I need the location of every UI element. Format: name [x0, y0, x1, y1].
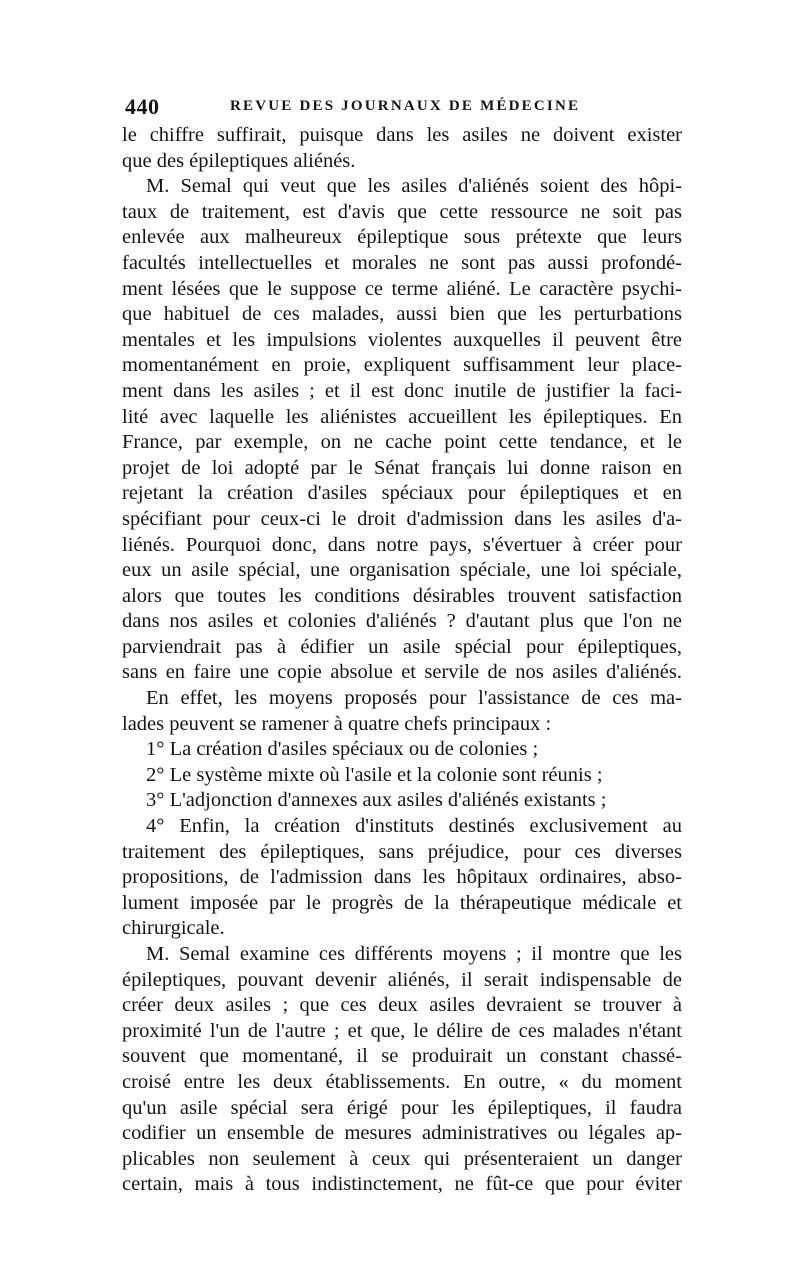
- text-line: propositions, de l'admission dans les hôpitaux ordinaires, abso-: [122, 866, 682, 889]
- text-line: que habituel de ces malades, aussi bien que les perturbations: [122, 303, 682, 326]
- text-line: En effet, les moyens proposés pour l'assistance de ces ma-: [146, 687, 682, 710]
- page-number: 440: [125, 94, 160, 119]
- text-line: créer deux asiles ; que ces deux asiles devraient se trouver à: [122, 994, 682, 1017]
- text-line: rejetant la création d'asiles spéciaux pour épileptiques et en: [122, 482, 682, 505]
- text-line: que des épileptiques aliénés.: [122, 149, 356, 172]
- text-line: projet de loi adopté par le Sénat français lui donne raison en: [122, 456, 682, 479]
- text-line: croisé entre les deux établissements. En outre, « du moment: [122, 1070, 682, 1093]
- text-line: enlevée aux malheureux épileptique sous prétexte que leurs: [122, 226, 682, 249]
- text-line: codifier un ensemble de mesures administratives ou légales ap-: [122, 1122, 682, 1145]
- running-title: REVUE DES JOURNAUX DE MÉDECINE: [230, 98, 581, 114]
- text-line: parviendrait pas à édifier un asile spécial pour épileptiques,: [122, 635, 682, 658]
- text-line: lades peuvent se ramener à quatre chefs principaux :: [122, 712, 552, 735]
- text-line: épileptiques, pouvant devenir aliénés, il serait indispensable de: [122, 968, 682, 991]
- text-line: certain, mais à tous indistinctement, ne fût-ce que pour éviter: [122, 1173, 682, 1196]
- list-item: 4° Enfin, la création d'instituts destinés exclusivement au: [146, 815, 682, 838]
- text-line: souvent que momentané, il se produirait un constant chassé-: [122, 1045, 682, 1068]
- text-line: alors que toutes les conditions désirables trouvent satisfaction: [122, 584, 682, 607]
- text-line: traitement des épileptiques, sans préjudice, pour ces diverses: [122, 840, 682, 863]
- text-line: taux de traitement, est d'avis que cette ressource ne soit pas: [122, 200, 682, 223]
- text-line: M. Semal examine ces différents moyens ; il montre que les: [146, 943, 682, 965]
- list-item: 2° Le système mixte où l'asile et la colonie sont réunis ;: [146, 763, 603, 786]
- list-item: 1° La création d'asiles spéciaux ou de colonies ;: [146, 738, 539, 761]
- text-line: eux un asile spécial, une organisation spéciale, une loi spéciale,: [122, 559, 682, 582]
- text-line: chirurgicale.: [122, 917, 225, 940]
- text-line: ment lésées que le suppose ce terme aliéné. Le caractère psychi-: [122, 277, 682, 300]
- text-line: lité avec laquelle les aliénistes accueillent les épileptiques. En: [122, 405, 682, 428]
- text-line: facultés intellectuelles et morales ne sont pas aussi profondé-: [122, 251, 682, 274]
- page-header: [125, 94, 680, 122]
- text-line: spécifiant pour ceux-ci le droit d'admission dans les asiles d'a-: [122, 507, 682, 530]
- text-line: M. Semal qui veut que les asiles d'aliénés soient des hôpi-: [146, 175, 682, 198]
- text-line: momentanément en proie, expliquent suffisamment leur place-: [122, 354, 682, 377]
- text-line: plicables non seulement à ceux qui présenteraient un danger: [122, 1147, 682, 1170]
- text-line: lument imposée par le progrès de la thérapeutique médicale et: [122, 891, 682, 914]
- text-line: liénés. Pourquoi donc, dans notre pays, s'évertuer à créer pour: [122, 533, 682, 556]
- text-line: ment dans les asiles ; et il est donc inutile de justifier la faci-: [122, 379, 682, 402]
- list-item: 3° L'adjonction d'annexes aux asiles d'aliénés existants ;: [146, 789, 607, 812]
- text-line: sans en faire une copie absolue et servile de nos asiles d'aliénés.: [122, 661, 682, 684]
- text-line: le chiffre suffirait, puisque dans les asiles ne doivent exister: [122, 124, 682, 146]
- body-text: [122, 123, 682, 1198]
- text-line: proximité l'un de l'autre ; et que, le délire de ces malades n'étant: [122, 1019, 682, 1042]
- text-line: mentales et les impulsions violentes auxquelles il peuvent être: [122, 328, 682, 351]
- text-line: dans nos asiles et colonies d'aliénés ? d'autant plus que l'on ne: [122, 610, 682, 633]
- text-line: qu'un asile spécial sera érigé pour les épileptiques, il faudra: [122, 1096, 682, 1119]
- text-line: France, par exemple, on ne cache point cette tendance, et le: [122, 431, 682, 454]
